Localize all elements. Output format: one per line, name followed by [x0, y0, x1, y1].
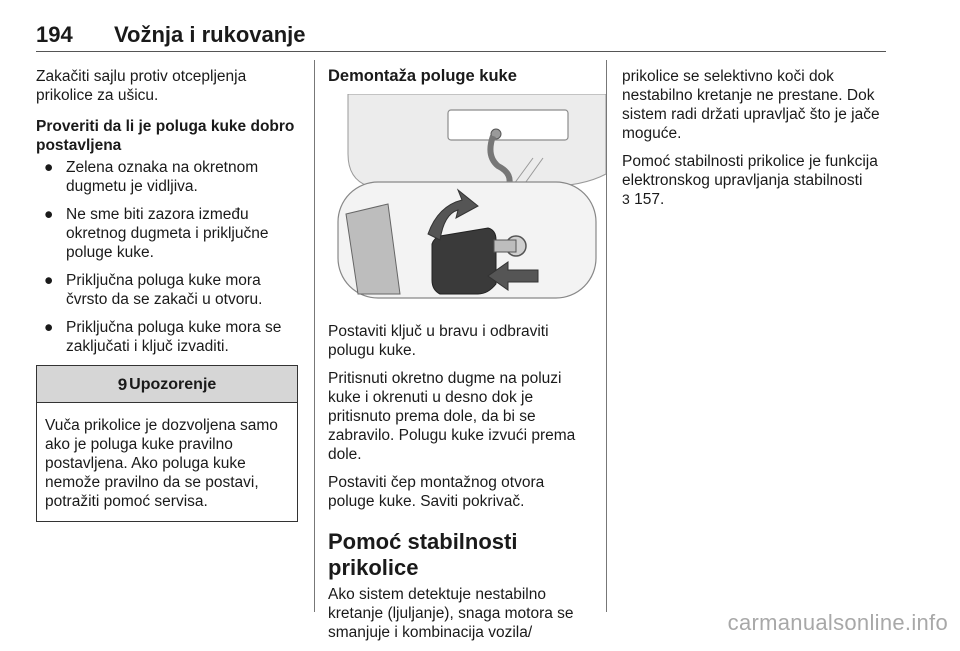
bullet-icon: ● [44, 159, 54, 176]
bullet-icon: ● [44, 319, 54, 336]
watermark: carmanualsonline.info [727, 610, 948, 635]
stability-text: Ako sistem detektuje nestabilno kretanje (ljuljanje), snaga motora se smanjuje i kombinacija vozila/ [328, 586, 574, 641]
list-item: ● Zelena oznaka na okretnom dugmetu je vidljiva. [44, 159, 259, 195]
intro-text: Zakačiti sajlu protiv otcepljenja prikolice za ušicu. [36, 68, 247, 104]
warning-title: Upozorenje [129, 375, 217, 393]
tow-hook-removal-illustration [328, 94, 606, 304]
page-ref-arrow-icon: 3 [622, 191, 630, 207]
list-item: ● Ne sme biti zazora između okretnog dugmeta i priključne poluge kuke. [44, 206, 269, 261]
removal-step-3: Postaviti čep montažnog otvora poluge kuke. Saviti pokrivač. [328, 474, 545, 510]
check-heading: Proveriti da li je poluga kuke dobro postavljena [36, 118, 295, 154]
page-reference[interactable]: 157. [634, 191, 665, 208]
list-item: ● Priključna poluga kuke mora čvrsto da se zakači u otvoru. [44, 272, 263, 308]
column-divider-1 [314, 60, 315, 612]
warning-header [37, 366, 297, 403]
warning-body: Vuča prikolice je dozvoljena samo ako je poluga kuke pravilno postavljena. Ako poluga kuke nemože pravilno da se postavi, potražiti pomoć servisa. [45, 417, 278, 510]
page-header [36, 22, 886, 50]
header-divider [36, 51, 886, 52]
removal-step-1: Postaviti ključ u bravu i odbraviti polugu kuke. [328, 323, 549, 359]
warning-box [36, 365, 298, 522]
list-item: ● Priključna poluga kuke mora se zaključati i ključ izvaditi. [44, 319, 282, 355]
check-list [36, 158, 298, 356]
section-heading-stability: Pomoć stabilnosti prikolice [328, 529, 518, 580]
section-heading-removal: Demontaža poluge kuke [328, 67, 517, 85]
bullet-icon: ● [44, 206, 54, 223]
column-divider-2 [606, 60, 607, 612]
page-number: 194 [36, 22, 73, 47]
removal-step-2: Pritisnuti okretno dugme na poluzi kuke i okrenuti u desno dok je pritisnuto prema dole, da bi se zabravilo. Polugu kuke izvući prema dole. [328, 370, 576, 463]
bullet-icon: ● [44, 272, 54, 289]
page-title: Vožnja i rukovanje [114, 22, 306, 47]
illustration-svg [328, 94, 606, 304]
warning-icon: 9 [117, 374, 128, 394]
stability-text-continued: prikolice se selektivno koči dok nestabilno kretanje ne prestane. Dok sistem radi držati upravljač što je jače moguće. [622, 68, 880, 142]
stability-function-text: Pomoć stabilnosti prikolice je funkcija elektronskog upravljanja stabilnosti 3 157. [622, 153, 878, 208]
column-1 [36, 67, 298, 522]
column-2 [328, 67, 592, 651]
column-3 [622, 67, 888, 218]
